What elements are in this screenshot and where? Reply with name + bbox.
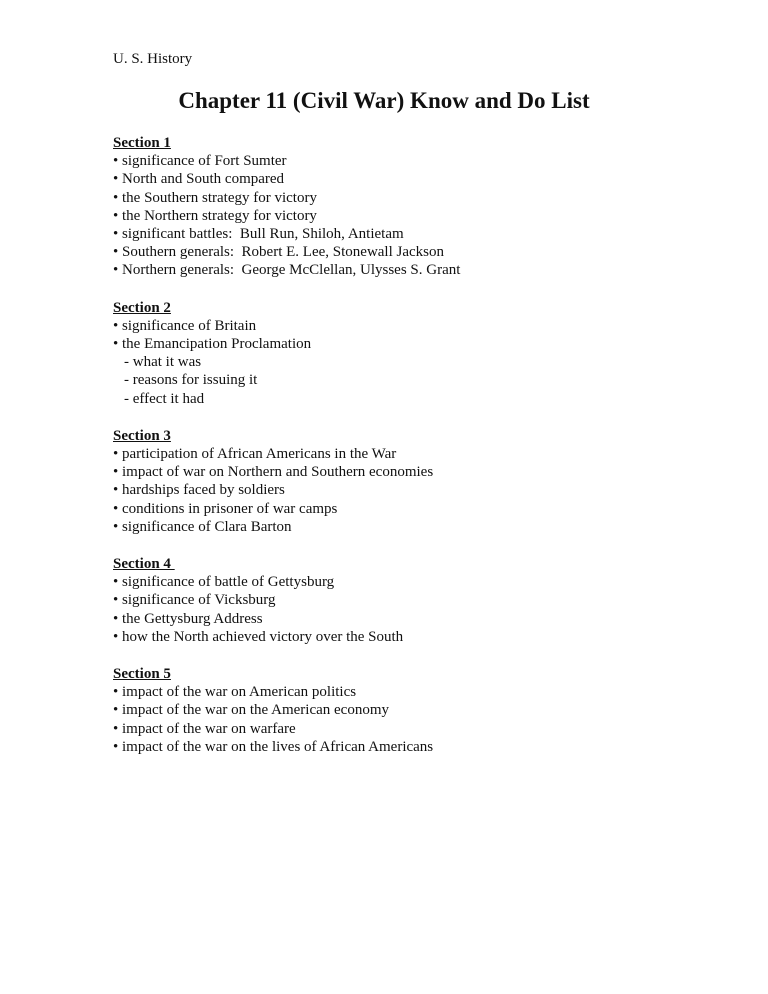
list-item: • participation of African Americans in the War (113, 446, 397, 463)
list-item: • how the North achieved victory over the South (113, 628, 404, 645)
list-item: • significance of Fort Sumter (113, 153, 287, 170)
list-item: • the Southern strategy for victory (113, 189, 317, 206)
section-1 (113, 134, 713, 280)
sub-list-item: - effect it had (124, 390, 205, 407)
list-item: • impact of the war on the lives of African Americans (113, 738, 434, 755)
list-item: • Northern generals: George McClellan, Ulysses S. Grant (113, 262, 461, 279)
page-title: Chapter 11 (Civil War) Know and Do List (178, 88, 590, 113)
list-item: • the Gettysburg Address (113, 610, 263, 627)
section-heading: Section 1 (113, 135, 171, 151)
list-item: • impact of the war on the American economy (113, 702, 389, 719)
list-item: • impact of the war on American politics (113, 684, 357, 701)
list-item: • impact of war on Northern and Southern economies (113, 464, 434, 481)
section-heading: Section 5 (113, 666, 171, 683)
section-4 (113, 555, 713, 646)
list-item: • the Northern strategy for victory (113, 207, 317, 224)
section-3 (113, 427, 713, 536)
course-label: U. S. History (113, 51, 193, 67)
list-item: • Southern generals: Robert E. Lee, Stonewall Jackson (113, 244, 445, 261)
list-item: • the Emancipation Proclamation (113, 336, 312, 353)
sub-list-item: - what it was (124, 354, 202, 371)
list-item: • significance of battle of Gettysburg (113, 574, 335, 591)
section-2 (113, 299, 713, 408)
list-item: • significance of Britain (113, 317, 257, 334)
list-item: • significant battles: Bull Run, Shiloh, Antietam (113, 226, 404, 243)
section-heading: Section 4 (113, 556, 175, 573)
section-heading: Section 3 (113, 427, 171, 444)
sub-list-item: - reasons for issuing it (124, 372, 258, 389)
document-body (113, 134, 713, 775)
list-item: • North and South compared (113, 171, 285, 188)
list-item: • hardships faced by soldiers (113, 482, 285, 499)
section-5 (113, 665, 713, 756)
list-item: • significance of Clara Barton (113, 518, 292, 535)
list-item: • impact of the war on warfare (113, 720, 296, 737)
list-item: • significance of Vicksburg (113, 592, 276, 609)
list-item: • conditions in prisoner of war camps (113, 500, 338, 517)
section-heading: Section 2 (113, 299, 171, 316)
